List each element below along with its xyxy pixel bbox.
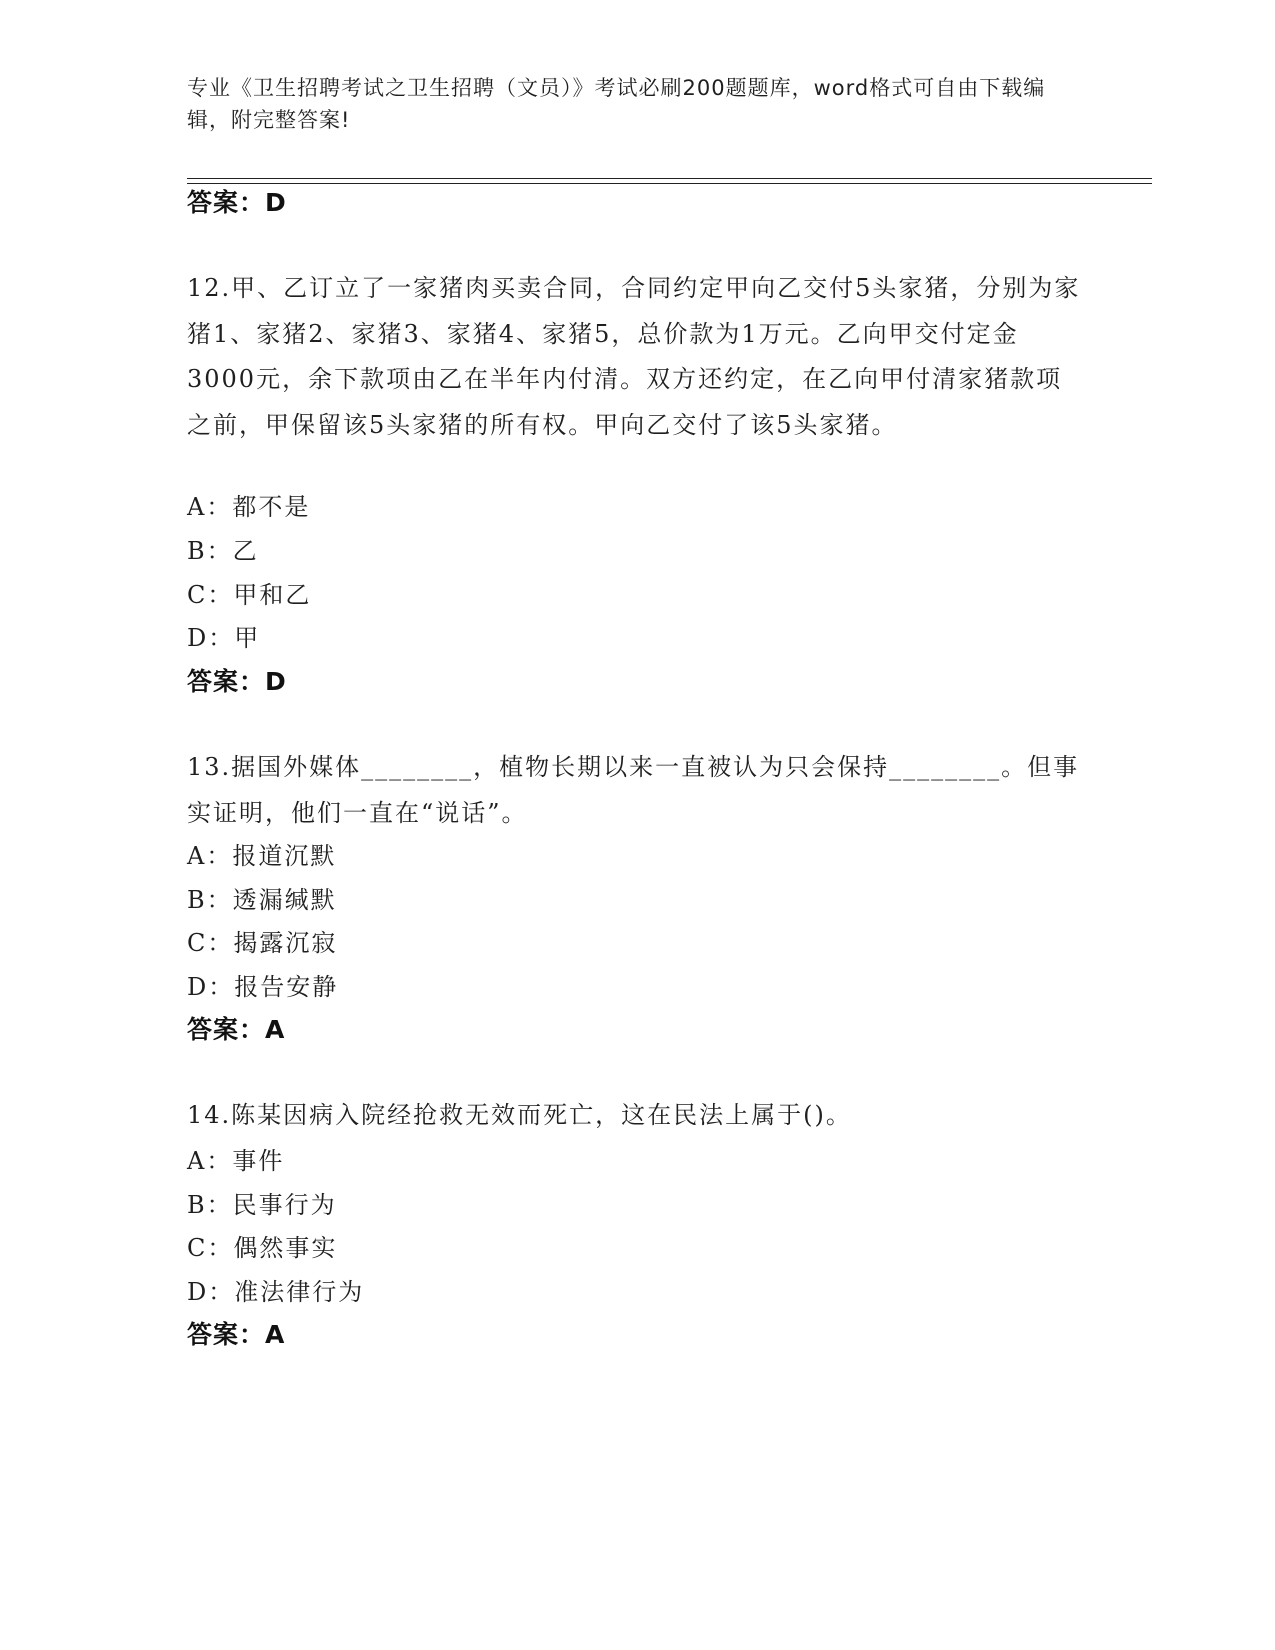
question-12-option-a: A：都不是 (187, 493, 311, 521)
question-13-option-a: A：报道沉默 (187, 842, 337, 870)
question-12-option-c: C：甲和乙 (187, 581, 312, 609)
question-13-option-d: D：报告安静 (187, 973, 339, 1001)
header-divider-bottom (187, 183, 1152, 184)
question-13-answer: 答案：A (187, 1015, 286, 1044)
question-14-option-d: D：准法律行为 (187, 1278, 365, 1306)
question-14-option-a: A：事件 (187, 1147, 285, 1175)
question-14-text: 14.陈某因病入院经抢救无效而死亡，这在民法上属于()。 (187, 1101, 852, 1129)
header-divider-top (187, 178, 1152, 179)
question-14-option-c: C：偶然事实 (187, 1234, 338, 1262)
question-12-option-b: B：乙 (187, 537, 259, 565)
question-12-text: 12.甲、乙订立了一家猪肉买卖合同，合同约定甲向乙交付5头家猪，分别为家猪1、家猪2、家猪3、家猪4、家猪5，总价款为1万元。乙向甲交付定金3000元，余下款项由乙在半年内付清。双方还约定，在乙向甲付清家猪款项之前，甲保留该5头家猪的所有权。甲向乙交付了该5头家猪。 (187, 274, 1081, 439)
question-13-text: 13.据国外媒体________，植物长期以来一直被认为只会保持________。但事实证明，他们一直在“说话”。 (187, 753, 1080, 827)
question-13-option-b: B：透漏缄默 (187, 886, 337, 914)
question-14-answer: 答案：A (187, 1320, 286, 1349)
question-12-option-d: D：甲 (187, 624, 261, 652)
question-13-option-c: C：揭露沉寂 (187, 929, 338, 957)
previous-answer: 答案：D (187, 188, 287, 217)
document-header: 专业《卫生招聘考试之卫生招聘（文员）》考试必刷200题题库，word格式可自由下载编辑，附完整答案! (187, 76, 1046, 132)
question-14-option-b: B：民事行为 (187, 1191, 337, 1219)
question-12-answer: 答案：D (187, 667, 287, 696)
